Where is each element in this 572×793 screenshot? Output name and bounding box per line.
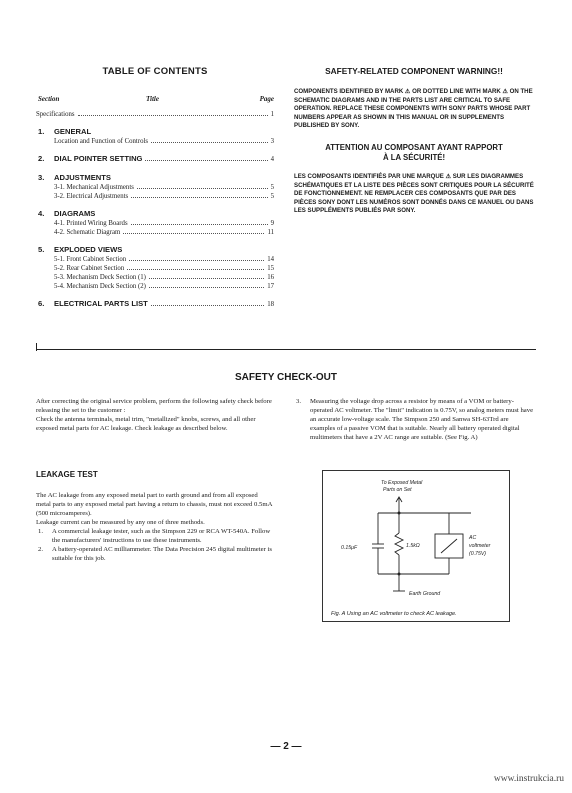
- toc-title: TABLE OF CONTENTS: [102, 66, 208, 77]
- section-divider: [36, 349, 536, 350]
- toc-subentry[interactable]: 4-1. Printed Wiring Boards 9: [54, 220, 274, 227]
- leakage-method-1: 1. A commercial leakage tester, such as the Simpson 229 or RCA WT-540A. Follow the manufacturers' instructions to use these instruments.: [38, 528, 271, 544]
- table-of-contents: [36, 66, 274, 310]
- safety-intro-2: Check the antenna terminals, metal trim, "metallized" knobs, screws, and all other exposed metal parts for AC leakage. Check leakage as described below.: [36, 416, 256, 432]
- leakage-method-3: 3. Measuring the voltage drop across a resistor by means of a VOM or battery-operated AC voltmeter. The "limit" indication is 0.75V, so analog meters must have an accurate low-voltage scale. The Simpson 250 and Sanwa SH-63Trd are examples of a passive VOM that is suitable. Nearly all battery operated digital multimeters that have a 2V AC range are suitable. (See Fig. A): [296, 398, 534, 441]
- toc-gap: [36, 291, 274, 299]
- toc-col-page: Page: [259, 95, 274, 103]
- fig-label-meter-1: AC: [469, 535, 477, 541]
- toc-section-2[interactable]: 2. DIAL POINTER SETTING 4: [38, 154, 274, 163]
- toc-subentry[interactable]: 4-2. Schematic Diagram 11: [54, 229, 274, 236]
- fig-label-resistor: 1.5kΩ: [406, 543, 420, 549]
- toc-subentry[interactable]: Location and Function of Controls 3: [54, 138, 274, 145]
- toc-section-4[interactable]: 4. DIAGRAMS: [38, 209, 96, 218]
- warning-body-fr: LES COMPOSANTS IDENTIFIÉS PAR UNE MARQUE ⚠ SUR LES DIAGRAMMES SCHÉMATIQUES ET LA LISTE DES PIÈCES SONT CRITIQUES POUR LA SÉCURITÉ DE FONCTIONNEMENT. NE REMPLACER CES COMPOSANTS QUE PAR DES PIÈCES SONY DONT LES NUMÉROS SONT DONNÉS DANS CE MANUEL OU DANS LES SUPPLÉMENTS PUBLIÉS PAR SONY.: [294, 172, 534, 215]
- toc-section-1[interactable]: 1. GENERAL: [38, 127, 92, 136]
- toc-col-title: Title: [146, 95, 159, 103]
- toc-sections: [36, 119, 274, 310]
- leakage-para-2: Leakage current can be measured by any one of three methods.: [36, 519, 205, 526]
- fig-label-ground: Earth Ground: [409, 591, 441, 597]
- toc-gap: [36, 201, 274, 209]
- toc-subentry[interactable]: 5-3. Mechanism Deck Section (1) 16: [54, 274, 274, 281]
- toc-subentry[interactable]: 5-1. Front Cabinet Section 14: [54, 256, 274, 263]
- fig-label-capacitor: 0.15μF: [341, 545, 358, 551]
- leakage-test-title: LEAKAGE TEST: [36, 470, 98, 479]
- safety-warning: [294, 66, 534, 216]
- fig-label-meter-2: voltmeter: [469, 543, 491, 549]
- toc-subentry[interactable]: 3-2. Electrical Adjustments 5: [54, 193, 274, 200]
- toc-subentry[interactable]: 5-4. Mechanism Deck Section (2) 17: [54, 283, 274, 290]
- toc-entry-specifications[interactable]: Specifications 1: [36, 111, 274, 118]
- fig-label-metal-parts-1: To Exposed Metal: [381, 480, 423, 486]
- section-divider-cap: [36, 343, 37, 351]
- warning-title-fr: ATTENTION AU COMPOSANT AYANT RAPPORT À LA SÉCURITÉ!: [325, 142, 503, 162]
- leakage-method-2: 2. A battery-operated AC milliammeter. The Data Precision 245 digital multimeter is suitable for this job.: [38, 546, 272, 562]
- safety-intro-1: After correcting the original service problem, perform the following safety check before releasing the set to the customer :: [36, 398, 272, 414]
- fig-label-metal-parts-2: Parts on Set: [383, 487, 412, 493]
- toc-section-3[interactable]: 3. ADJUSTMENTS: [38, 173, 111, 182]
- toc-section-5[interactable]: 5. EXPLODED VIEWS: [38, 245, 123, 254]
- toc-gap: [36, 237, 274, 245]
- leakage-test-body: [36, 491, 274, 563]
- toc-section-6[interactable]: 6. ELECTRICAL PARTS LIST 18: [38, 299, 274, 308]
- figure-a: [322, 470, 510, 622]
- leakage-circuit-diagram: [323, 471, 509, 621]
- toc-column-headers: [36, 95, 274, 107]
- toc-gap: [36, 119, 274, 127]
- leakage-para-1: The AC leakage from any exposed metal part to earth ground and from all exposed metal parts to any exposed metal part having a return to chassis, must not exceed 0.5mA (500 microamperes).: [36, 492, 273, 517]
- warning-title: SAFETY-RELATED COMPONENT WARNING!!: [325, 66, 503, 76]
- page-number: — 2 —: [270, 741, 302, 752]
- figure-caption: Fig. A Using an AC voltmeter to check AC leakage.: [331, 611, 457, 617]
- toc-subentry[interactable]: 3-1. Mechanical Adjustments 5: [54, 184, 274, 191]
- fig-label-meter-3: (0.75V): [469, 551, 487, 557]
- toc-subentry[interactable]: 5-2. Rear Cabinet Section 15: [54, 265, 274, 272]
- warning-body-en: COMPONENTS IDENTIFIED BY MARK ⚠ OR DOTTED LINE WITH MARK ⚠ ON THE SCHEMATIC DIAGRAMS AND IN THE PARTS LIST ARE CRITICAL TO SAFE OPERATION. REPLACE THESE COMPONENTS WITH SONY PARTS WHOSE PART NUMBERS APPEAR AS SHOWN IN THIS MANUAL OR IN SUPPLEMENTS PUBLISHED BY SONY.: [294, 88, 533, 130]
- toc-gap: [36, 165, 274, 173]
- watermark-url: www.instrukcia.ru: [493, 774, 564, 784]
- toc-gap: [36, 146, 274, 154]
- toc-col-section: Section: [38, 95, 60, 103]
- safety-checkout-title: SAFETY CHECK-OUT: [234, 372, 338, 383]
- safety-intro: [36, 397, 274, 433]
